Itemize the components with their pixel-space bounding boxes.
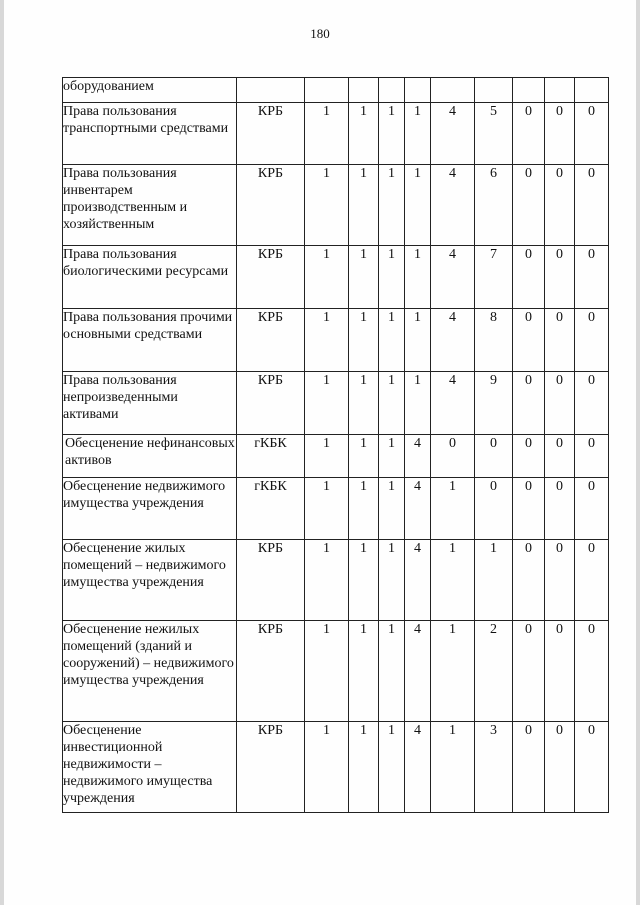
row-code-cell: гКБК: [237, 478, 305, 540]
row-code-cell: КРБ: [237, 309, 305, 372]
row-digit-cell: 0: [513, 435, 545, 478]
row-digit-cell: 1: [379, 246, 405, 309]
classification-table: [62, 77, 609, 813]
row-digit-cell: 1: [431, 621, 475, 722]
row-digit-cell: 0: [513, 165, 545, 246]
row-digit-cell: 5: [475, 103, 513, 165]
row-digit-cell: 1: [305, 246, 349, 309]
row-name-cell: Права пользования прочими основными средствами: [63, 309, 237, 372]
row-digit-cell: 0: [513, 103, 545, 165]
row-digit-cell: 0: [575, 309, 609, 372]
row-digit-cell: 1: [379, 372, 405, 435]
row-digit-cell: 4: [431, 165, 475, 246]
row-digit-cell: 1: [349, 621, 379, 722]
row-digit-cell: 4: [405, 540, 431, 621]
row-digit-cell: 4: [431, 372, 475, 435]
row-code-cell: [237, 78, 305, 103]
row-digit-cell: 1: [305, 621, 349, 722]
row-digit-cell: 0: [545, 435, 575, 478]
row-digit-cell: 0: [545, 540, 575, 621]
row-digit-cell: 4: [405, 722, 431, 813]
row-code-cell: КРБ: [237, 165, 305, 246]
row-digit-cell: 0: [475, 435, 513, 478]
row-code-cell: КРБ: [237, 372, 305, 435]
row-digit-cell: [349, 78, 379, 103]
row-digit-cell: 1: [305, 478, 349, 540]
row-digit-cell: 0: [513, 621, 545, 722]
scan-edge-left: [0, 0, 4, 905]
row-digit-cell: 0: [545, 165, 575, 246]
row-digit-cell: 1: [349, 722, 379, 813]
table-row: [63, 722, 609, 813]
table-row: [63, 78, 609, 103]
row-digit-cell: 4: [431, 246, 475, 309]
row-digit-cell: 1: [305, 435, 349, 478]
row-digit-cell: 4: [405, 435, 431, 478]
row-digit-cell: 1: [379, 478, 405, 540]
row-digit-cell: 0: [545, 372, 575, 435]
row-digit-cell: 1: [379, 435, 405, 478]
row-digit-cell: 0: [575, 435, 609, 478]
row-digit-cell: [305, 78, 349, 103]
row-digit-cell: 0: [513, 246, 545, 309]
table-row: [63, 309, 609, 372]
row-digit-cell: 1: [405, 309, 431, 372]
row-digit-cell: 0: [575, 103, 609, 165]
row-digit-cell: 1: [305, 722, 349, 813]
row-name-cell: Права пользования транспортными средствами: [63, 103, 237, 165]
row-digit-cell: 1: [349, 435, 379, 478]
row-digit-cell: 0: [513, 540, 545, 621]
row-name-cell: Обесценение недвижимого имущества учреждения: [63, 478, 237, 540]
row-digit-cell: 0: [431, 435, 475, 478]
row-digit-cell: [513, 78, 545, 103]
row-digit-cell: 1: [349, 540, 379, 621]
row-digit-cell: 1: [379, 309, 405, 372]
row-digit-cell: 0: [575, 165, 609, 246]
row-digit-cell: 0: [575, 372, 609, 435]
row-name-cell: Обесценение инвестиционной недвижимости – недвижимого имущества учреждения: [63, 722, 237, 813]
row-digit-cell: 0: [513, 722, 545, 813]
row-digit-cell: 1: [349, 309, 379, 372]
row-digit-cell: 1: [431, 540, 475, 621]
scan-edge-right: [636, 0, 640, 905]
row-digit-cell: 0: [513, 309, 545, 372]
row-name-cell: Обесценение нежилых помещений (зданий и сооружений) – недвижимого имущества учреждения: [63, 621, 237, 722]
row-digit-cell: 3: [475, 722, 513, 813]
row-digit-cell: 1: [379, 540, 405, 621]
row-name-cell: Права пользования непроизведенными активами: [63, 372, 237, 435]
row-digit-cell: 0: [545, 103, 575, 165]
row-digit-cell: 0: [545, 621, 575, 722]
row-code-cell: гКБК: [237, 435, 305, 478]
row-digit-cell: 4: [431, 103, 475, 165]
row-digit-cell: 1: [305, 165, 349, 246]
row-digit-cell: 0: [475, 478, 513, 540]
row-digit-cell: 2: [475, 621, 513, 722]
row-code-cell: КРБ: [237, 103, 305, 165]
row-digit-cell: 1: [379, 621, 405, 722]
table-row: [63, 372, 609, 435]
row-digit-cell: 1: [405, 372, 431, 435]
row-digit-cell: 4: [431, 309, 475, 372]
table-body: [63, 78, 609, 813]
row-digit-cell: 1: [349, 478, 379, 540]
row-digit-cell: 1: [405, 246, 431, 309]
row-digit-cell: 0: [545, 309, 575, 372]
row-digit-cell: 0: [575, 621, 609, 722]
row-digit-cell: 0: [545, 246, 575, 309]
row-digit-cell: 1: [379, 165, 405, 246]
row-digit-cell: 1: [349, 103, 379, 165]
row-digit-cell: 4: [405, 621, 431, 722]
table-row: [63, 435, 609, 478]
row-digit-cell: [379, 78, 405, 103]
table-row: [63, 165, 609, 246]
row-digit-cell: 1: [431, 478, 475, 540]
row-code-cell: КРБ: [237, 246, 305, 309]
table-row: [63, 103, 609, 165]
row-digit-cell: 1: [405, 103, 431, 165]
row-code-cell: КРБ: [237, 621, 305, 722]
row-digit-cell: 0: [513, 478, 545, 540]
row-digit-cell: [405, 78, 431, 103]
row-digit-cell: 1: [305, 309, 349, 372]
row-name-cell: Права пользования биологическими ресурсами: [63, 246, 237, 309]
row-digit-cell: 0: [545, 478, 575, 540]
row-digit-cell: 1: [431, 722, 475, 813]
row-digit-cell: 1: [305, 372, 349, 435]
row-code-cell: КРБ: [237, 722, 305, 813]
row-digit-cell: 1: [305, 540, 349, 621]
row-digit-cell: 1: [405, 165, 431, 246]
table-row: [63, 478, 609, 540]
row-name-cell: Обесценение нефинансовых активов: [63, 435, 237, 478]
row-digit-cell: [545, 78, 575, 103]
table-row: [63, 540, 609, 621]
row-digit-cell: [575, 78, 609, 103]
row-digit-cell: 1: [379, 103, 405, 165]
row-digit-cell: 0: [545, 722, 575, 813]
page-number: 180: [310, 26, 330, 41]
row-digit-cell: 1: [379, 722, 405, 813]
row-code-cell: КРБ: [237, 540, 305, 621]
row-digit-cell: 1: [349, 372, 379, 435]
row-digit-cell: [431, 78, 475, 103]
row-digit-cell: 1: [349, 246, 379, 309]
row-digit-cell: [475, 78, 513, 103]
row-digit-cell: 9: [475, 372, 513, 435]
row-digit-cell: 1: [349, 165, 379, 246]
row-digit-cell: 0: [575, 540, 609, 621]
row-name-cell: оборудованием: [63, 78, 237, 103]
row-digit-cell: 8: [475, 309, 513, 372]
row-name-cell: Права пользования инвентарем производственным и хозяйственным: [63, 165, 237, 246]
row-digit-cell: 1: [305, 103, 349, 165]
row-digit-cell: 0: [575, 246, 609, 309]
row-digit-cell: 7: [475, 246, 513, 309]
row-digit-cell: 4: [405, 478, 431, 540]
table-row: [63, 621, 609, 722]
row-name-cell: Обесценение жилых помещений – недвижимого имущества учреждения: [63, 540, 237, 621]
row-digit-cell: 0: [575, 478, 609, 540]
row-digit-cell: 1: [475, 540, 513, 621]
table-row: [63, 246, 609, 309]
row-digit-cell: 0: [513, 372, 545, 435]
row-digit-cell: 0: [575, 722, 609, 813]
row-digit-cell: 6: [475, 165, 513, 246]
